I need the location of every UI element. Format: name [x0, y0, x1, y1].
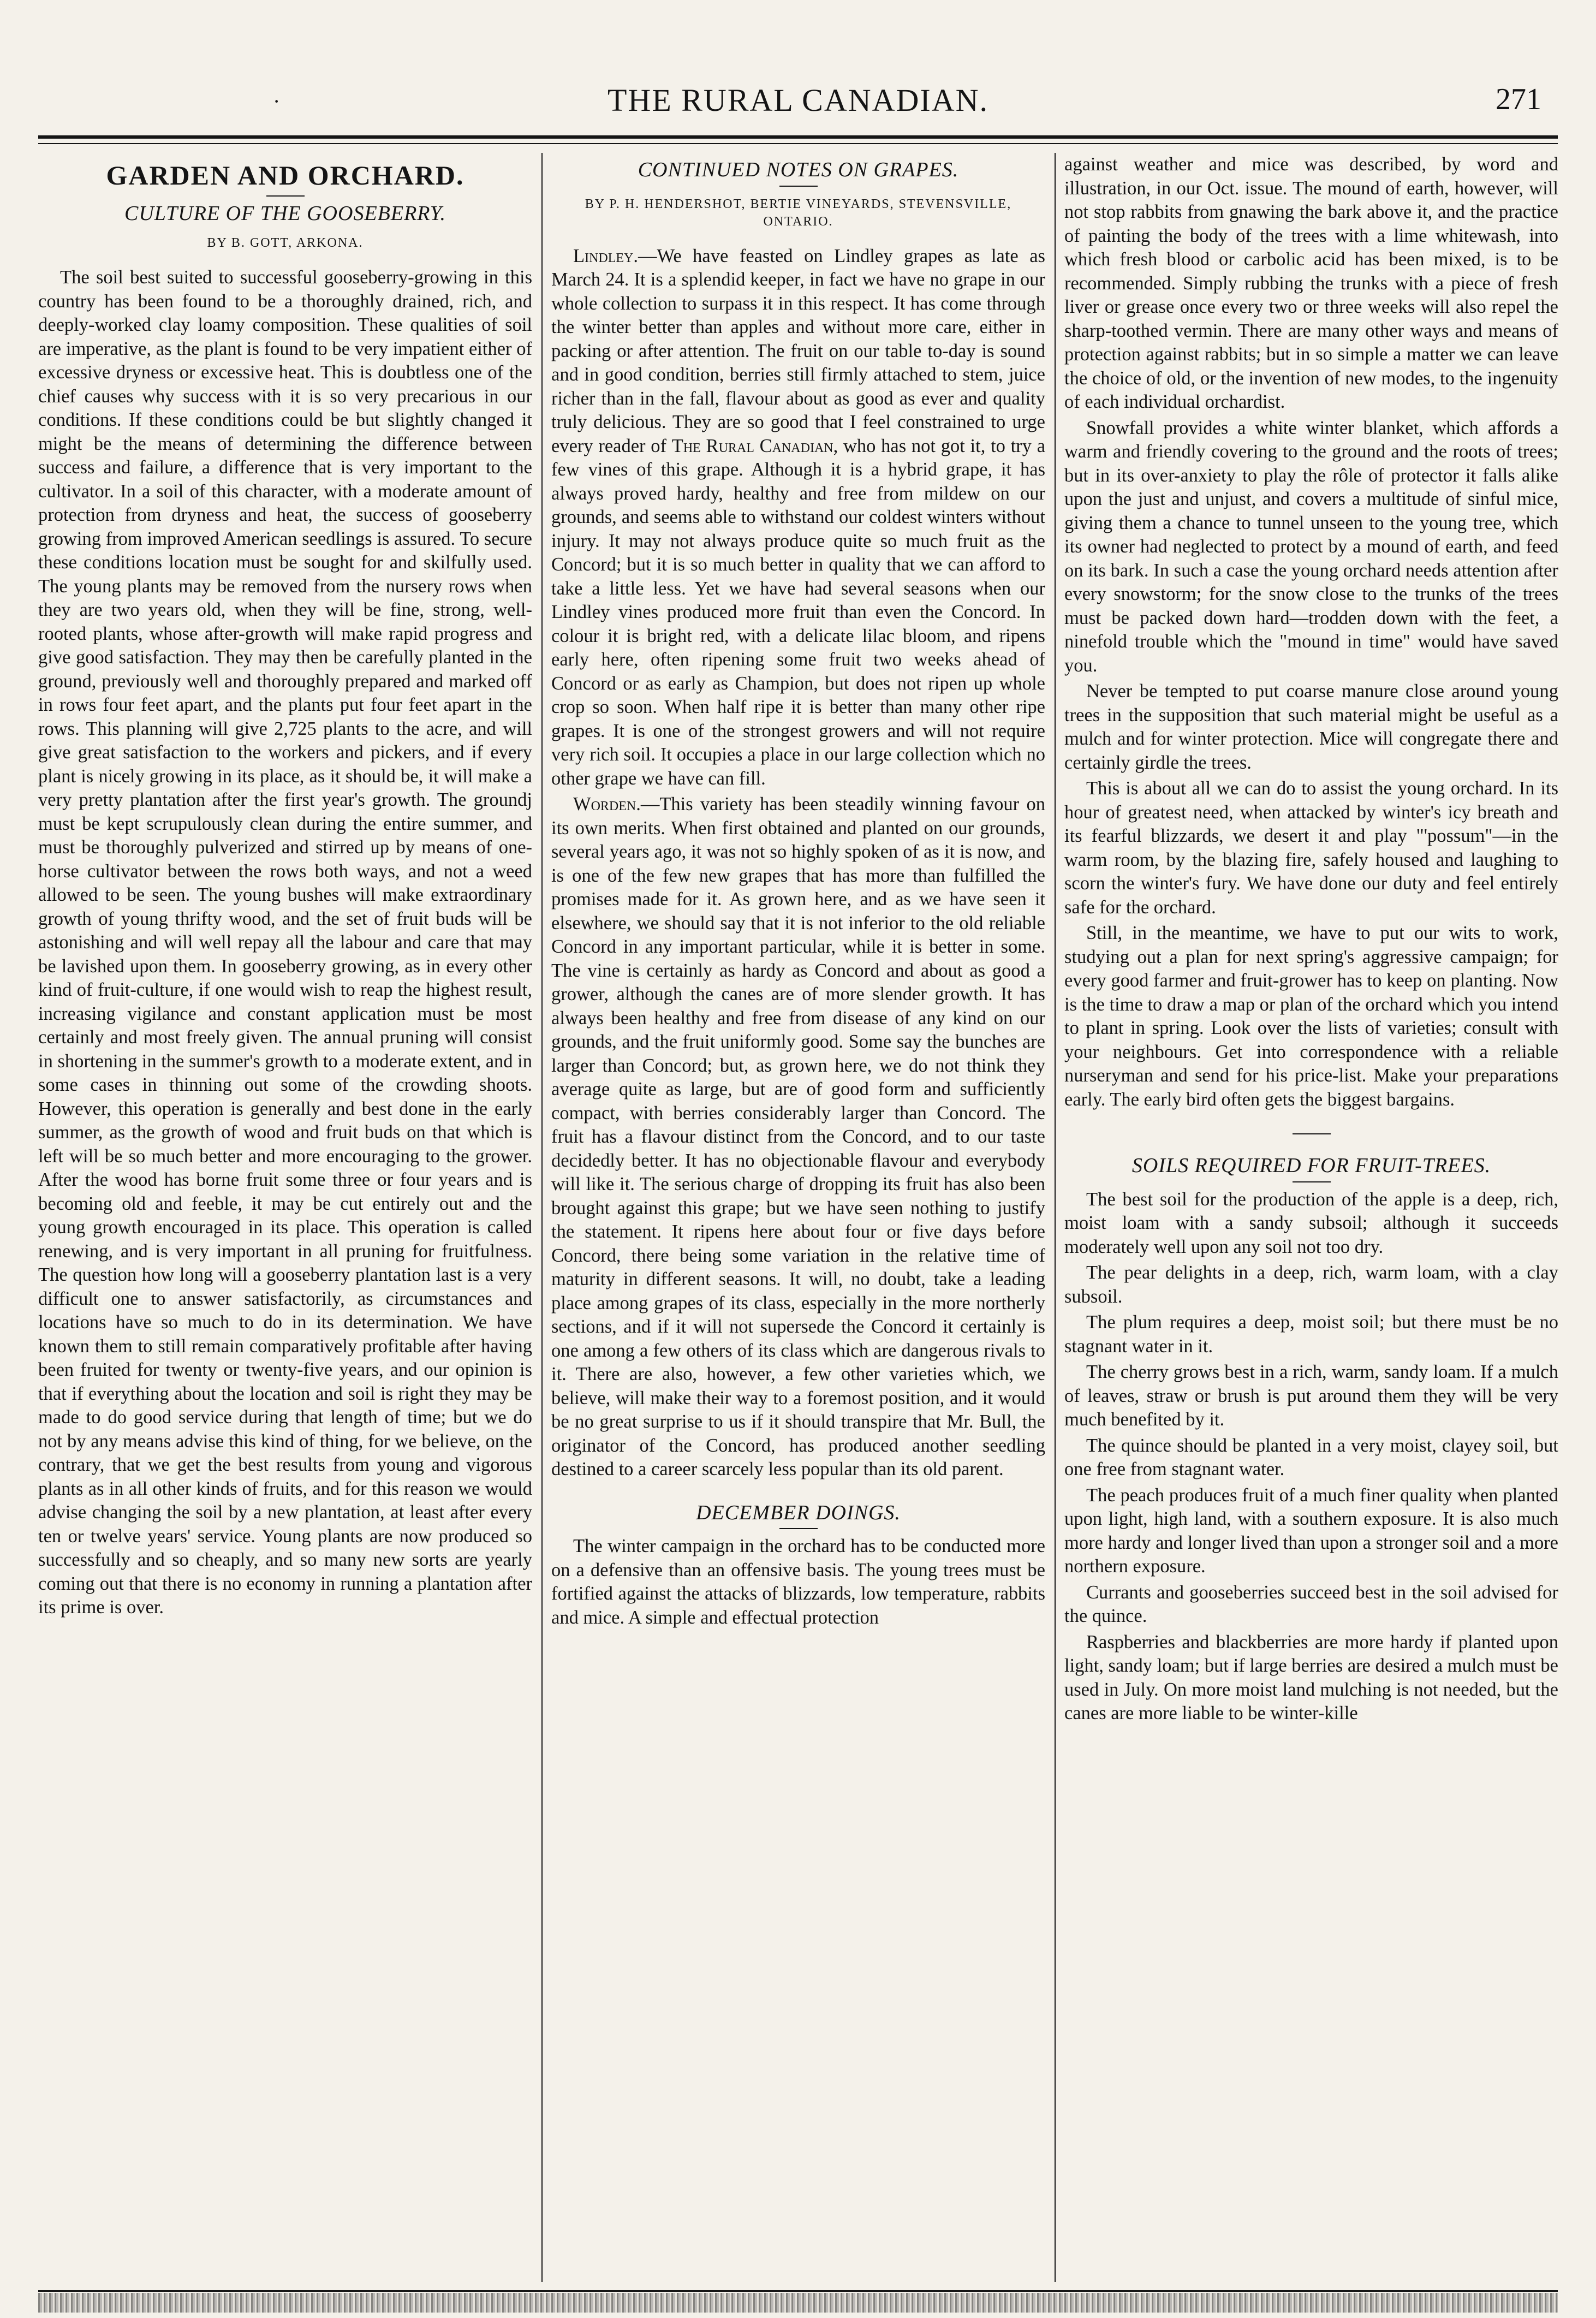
article-paragraph: The soil best suited to successful gooseberry-growing in this country has been found to be a thoroughly drained, rich, and deeply-worked clay loamy composition. These qualities of soil are imperative, as the plant is found to be very impatient either of excessive dryness or excessive heat. This is doubtless one of the chief causes why success with it is so very precarious in our conditions. If these conditions could be but slightly changed it might be the means of determining the difference between success and failure, a difference that is very important to the cultivator. In a soil of this character, with a moderate amount of protection from dryness and heat, the success of gooseberry growing from improved American seedlings is assured. To secure these conditions location must be sought for and skilfully used. The young plants may be removed from the nursery rows when they are two years old, when they will be fine, strong, well-rooted plants, whose after-growth will make rapid progress and give good satisfaction. They may then be carefully planted in the ground, previously well and thoroughly prepared and marked off in rows four feet apart, and the plants put four feet apart in the rows. This planning will give 2,725 plants to the acre, and will give great satisfaction to the workers and pickers, and if every plant is nicely growing in its place, as it should be, it will make a very pretty plantation after the first year's growth. The groundj must be kept scrupulously clean during the entire summer, and must be thoroughly pulverized and stirred up by means of one-horse cultivator between the rows both ways, and not a weed allowed to be seen. The young bushes will make extraordinary growth of young thrifty wood, and the set of fruit buds will be astonishing and will well repay all the labour and care that may be lavished upon them. In gooseberry growing, as in every other kind of fruit-culture, if one would wish to reap the highest result, increasing vigilance and constant application must be most certainly and most freely given. The annual pruning will consist in shortening in the summer's growth to a moderate extent, and in some cases in thinning out some of the crowding shoots. However, this operation is generally and best done in the early summer, as the growth of wood and fruit buds on that which is left will be so much better and more encouraging to the grower. After the wood has borne fruit some three or four years and is becoming old and feeble, it may be cut entirely out and the young growth encouraged in its place. This operation is called renewing, and is very important in all pruning for fruitfulness. The question how long will a gooseberry plantation last is a very difficult one to answer satisfactorily, as circumstances and locations have so much to do in its determination. We have known them to still remain comparatively profitable after having been fruited for twenty or twenty-five years, and our opinion is that if everything about the location and soil is right they may be made to do good service during that length of time; but we do not by any means advise this kind of thing, for we believe, on the contrary, that we get the best results from young and vigorous plants as in all other kinds of fruits, and for this reason we would advise changing the soil by a new plantation, at least after every ten or twelve years' service. Young plants are now produced so successfully and so cheaply, and so many new sorts are yearly coming out that there is no economy in running a plantation after its prime is over. — [38, 267, 532, 1618]
column-1 — [38, 153, 532, 2282]
paragraph-text: —We have feasted on Lindley grapes as late as March 24. It is a splendid keeper, in fact we have no grape in our whole collection to surpass it in this respect. It has come through the winter better than apples and without more care, either in packing or after attention. The fruit on our table to-day is sound and in good condition, berries still firmly attached to stem, juice richer than in the fall, flavour about as good as ever and quality truly delicious. They are so good that I feel constrained to urge every reader of — [551, 245, 1045, 456]
soil-paragraph: The best soil for the production of the apple is a deep, rich, moist loam with a sandy subsoil; although it succeeds moderately well upon any soil not too dry. — [1064, 1188, 1558, 1257]
article-paragraph: against weather and mice was described, by word and illustration, in our Oct. issue. The mound of earth, however, will not stop rabbits from gnawing the bark above it, and the practice of painting the body of the trees with a lime whitewash, into which fresh blood or carbolic acid has been mixed, is to be recommended. Simply rubbing the trunks with a piece of fresh liver or grease once every two or three weeks will also repel the sharp-toothed vermin. There are many other ways and means of protection against rabbits; but in so simple a matter we can leave the choice of old, or the invention of new modes, to the ingenuity of each individual orchardist. — [1064, 154, 1558, 412]
title-dash — [779, 1528, 818, 1529]
column-divider — [541, 153, 543, 2282]
soil-paragraph: The cherry grows best in a rich, warm, sandy loam. If a mulch of leaves, straw or brush is put around them they will be very much benefited by it. — [1064, 1362, 1558, 1430]
soil-paragraph: Raspberries and blackberries are more hardy if planted upon light, sandy loam; but if large berries are desired a mulch must be used in July. On more moist land mulching is not needed, but the canes are more liable to be winter-kille — [1064, 1631, 1558, 1723]
page-header — [38, 82, 1558, 126]
page-number: 271 — [1496, 82, 1541, 116]
paragraph-text: —This variety has been steadily winning favour on its own merits. When first obtained and planted on our grounds, several years ago, it was not so highly spoken of as it is now, and is one of the few new grapes that has more than fulfilled the promises made for it. As grown here, and as we have seen it elsewhere, we should say that it is not inferior to the old reliable Concord in any important particular, while it is better in some. The vine is certainly as hardy as Concord and about as good a grower, although the canes are of more slender growth. It has always been healthy and free from disease of any kind on our grounds, and the fruit uniformly good. Some say the bunches are larger than Concord; but, as grown here, we do not think they average quite as large, but are of good form and sufficiently compact, with berries considerably larger than Concord. The fruit has a flavour distinct from the Concord, and to our taste decidedly better. It has no objectionable flavour and everybody will like it. The serious charge of dropping its fruit has also been brought against this grape; but we have seen nothing to justify the statement. It ripens here about four or five days before Concord, there being some variation in the relative time of maturity in different seasons. It will, no doubt, take a leading place among grapes of its class, especially in the more northerly sections, and if it will not supersede the Concord it certainly is one among a few others of its class which are dangerous rivals to it. There are also, however, a few other varieties which, we believe, will make their way to a foremost position, and it would be no great surprise to us if it should transpire that Mr. Bull, the originator of the Concord, has produced another seedling destined to a career scarcely less popular than its old parent. — [551, 794, 1045, 1479]
article-title: DECEMBER DOINGS. — [696, 1501, 901, 1524]
article-byline: BY P. H. HENDERSHOT, BERTIE VINEYARDS, STEVENSVILLE, ONTARIO. — [585, 197, 1012, 229]
paragraph-text: , who has not got it, to try a few vines of this grape. Although it is a hybrid grape, it has always proved hardy, healthy and free from mildew on our grounds, and seems able to withstand our coldest winters without injury. It may not always produce quite so much fruit as the Concord; but it is so much better in quality that we can afford to take a little less. Yet we have had several seasons when our Lindley vines produced more fruit than even the Concord. In colour it is bright red, with a delicate lilac bloom, and ripens early here, often ripening some fruit two weeks ahead of Concord or as early as Champion, but does not ripen up whole crop so soon. When half ripe it is better than many other ripe grapes. It is one of the strongest growers and will not require very rich soil. It occupies a place in our large collection which no other grape we have can fill. — [551, 435, 1045, 789]
article-title: CONTINUED NOTES ON GRAPES. — [638, 158, 959, 181]
paper-name: The Rural Canadian — [671, 435, 833, 456]
article-paragraph: Still, in the meantime, we have to put our wits to work, studying out a plan for next spring's aggressive campaign; for every good farmer and fruit-grower has to keep on planting. Now is the time to draw a map or plan of the orchard which you intend to plant in spring. Look over the lists of varieties; consult with your neighbours. Get into correspondence with a reliable nurseryman and send for his price-list. Make your preparations early. The early bird often gets the biggest bargains. — [1064, 923, 1558, 1110]
article-byline: BY B. GOTT, ARKONA. — [207, 236, 364, 250]
soil-paragraph: Currants and gooseberries succeed best in the soil advised for the quince. — [1064, 1582, 1558, 1626]
worden-paragraph — [551, 793, 1045, 1482]
section-dash — [266, 195, 305, 197]
title-dash — [779, 186, 818, 187]
scan-edge-smudge — [38, 2293, 1558, 2313]
article-title: SOILS REQUIRED FOR FRUIT-TREES. — [1132, 1154, 1491, 1177]
column-2 — [551, 153, 1045, 2282]
lindley-paragraph — [551, 245, 1045, 791]
header-rule-thick — [38, 135, 1558, 139]
section-heading: GARDEN AND ORCHARD. — [106, 160, 464, 191]
variety-label: Lindley. — [573, 245, 639, 266]
soil-paragraph: The plum requires a deep, moist soil; but there must be no stagnant water in it. — [1064, 1312, 1558, 1357]
header-rule-thin — [38, 143, 1558, 144]
stray-dot: · — [273, 89, 281, 114]
soil-paragraph: The peach produces fruit of a much finer quality when planted upon light, high land, with a southern exposure. It is also much more hardy and longer lived than upon a stronger soil and a more northern exposure. — [1064, 1484, 1558, 1577]
article-paragraph: The winter campaign in the orchard has to be conducted more on a defensive than an offensive basis. The young trees must be fortified against the attacks of blizzards, low temperature, rabbits and mice. A simple and effectual protection — [551, 1536, 1045, 1628]
bottom-rule — [38, 2290, 1558, 2292]
variety-label: Worden. — [573, 794, 641, 815]
soil-paragraph: The pear delights in a deep, rich, warm loam, with a clay subsoil. — [1064, 1262, 1558, 1307]
article-paragraph: This is about all we can do to assist the young orchard. In its hour of greatest need, when attacked by winter's icy breath and its fearful blizzards, we desert it and play "'possum"—in the warm room, by the blazing fire, safely housed and laughing to scorn the winter's fury. We have done our duty and feel entirely safe for the orchard. — [1064, 778, 1558, 918]
section-dash — [1293, 1133, 1331, 1134]
article-title: CULTURE OF THE GOOSEBERRY. — [124, 201, 446, 225]
column-3 — [1064, 153, 1558, 2282]
title-dash — [1293, 1181, 1331, 1182]
soil-paragraph: The quince should be planted in a very moist, clayey soil, but one free from stagnant water. — [1064, 1435, 1558, 1479]
article-paragraph: Snowfall provides a white winter blanket, which affords a warm and friendly covering to the ground and the roots of trees; but in its over-anxiety to play the rôle of protector it falls alike upon the just and unjust, and covers a multitude of sinful mice, giving them a chance to tunnel unseen to the young tree, which its owner had neglected to protect by a mound of earth, and feed on its bark. In such a case the young orchard needs attention after every snowstorm; for the snow close to the trunks of the trees must be packed down hard—trodden down with the feet, a ninefold trouble which the "mound in time" would have saved you. — [1064, 417, 1558, 676]
column-divider — [1055, 153, 1056, 2282]
newspaper-title: THE RURAL CANADIAN. — [608, 82, 988, 118]
article-paragraph: Never be tempted to put coarse manure close around young trees in the supposition that such material might be useful as a mulch and for winter protection. Mice will congregate there and certainly girdle the trees. — [1064, 681, 1558, 773]
